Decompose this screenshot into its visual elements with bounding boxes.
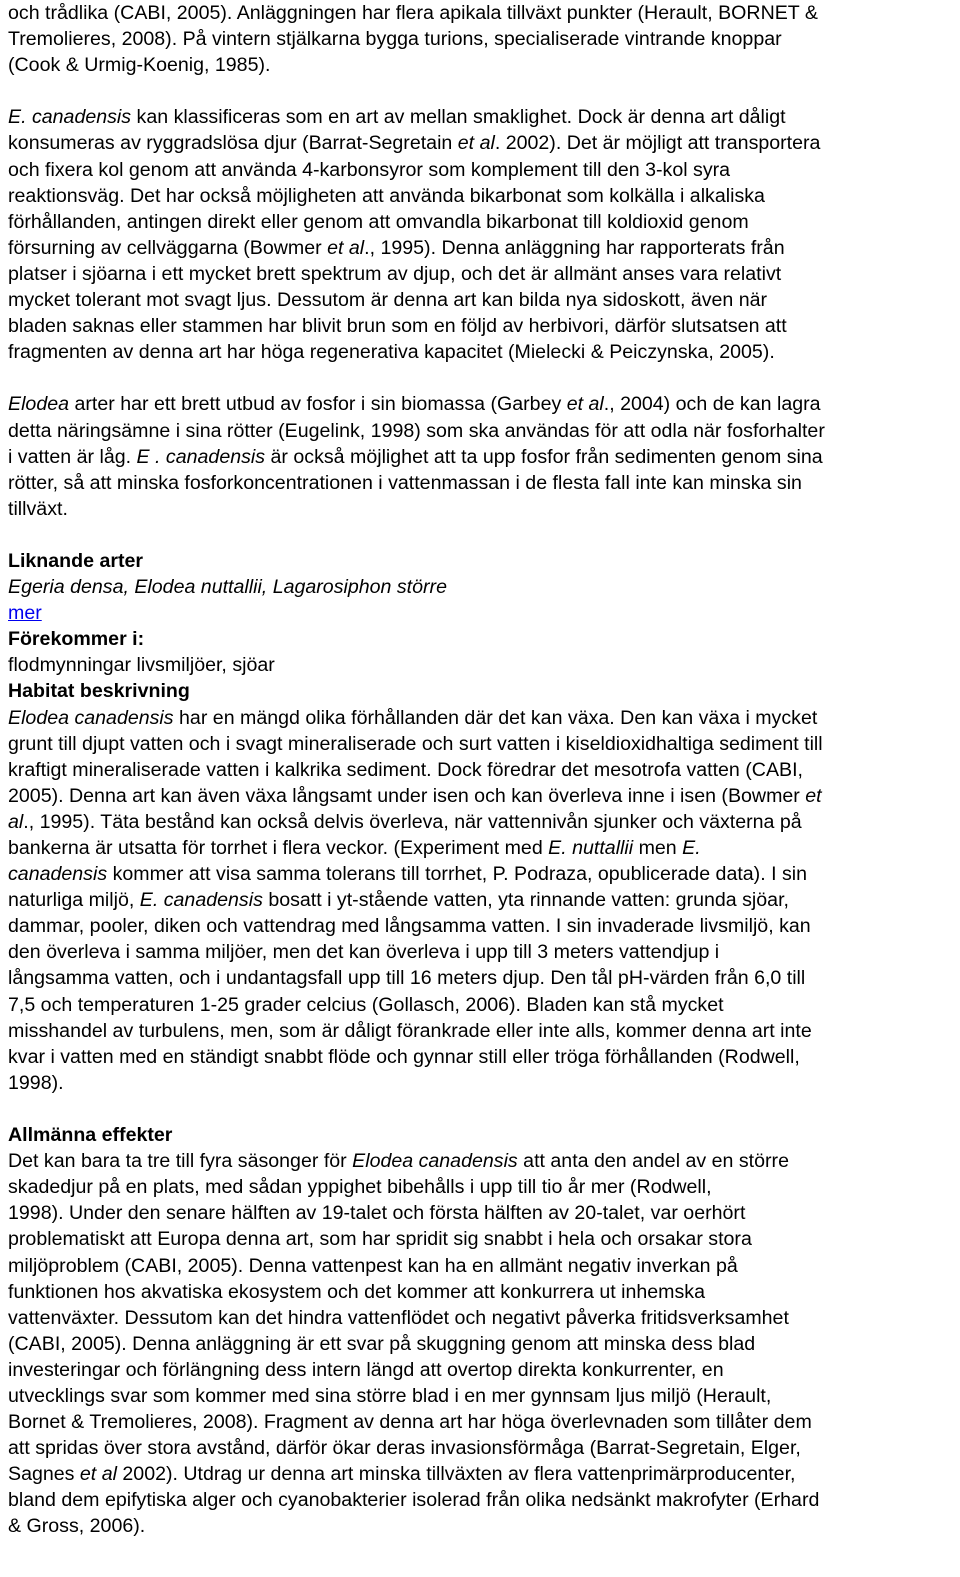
text-run: 1998). (8, 1071, 64, 1094)
italic-run: Elodea canadensis (352, 1150, 518, 1173)
text-run: & Gross, 2006). (8, 1515, 146, 1538)
occurrence-text: flodmynningar livsmiljöer, sjöar (8, 654, 275, 677)
more-link-line (8, 600, 952, 626)
text-line (8, 1148, 952, 1174)
text-run: Bornet & Tremolieres, 2008). Fragment av denna art har höga överlevnaden som tillåter dem (8, 1411, 812, 1434)
text-line (8, 939, 952, 965)
text-line (8, 1435, 952, 1461)
italic-run: E. nuttallii (548, 837, 634, 859)
text-run: och trådlika (CABI, 2005). Anläggningen har flera apikala tillväxt punkter (Herault, BORNET & (8, 2, 818, 24)
text-run: investeringar och förlängning dess intern längd att overtop direkta konkurrenter, en (8, 1358, 724, 1381)
text-run: den överleva i samma miljöer, men det kan överleva i upp till 3 meters vattendjup i (8, 941, 720, 964)
text-run: Sagnes (8, 1463, 80, 1486)
text-run: konsumeras av ryggradslösa djur (Barrat-Segretain (8, 132, 458, 155)
text-run: att anta den andel av en större (517, 1150, 789, 1173)
paragraph-palatability (8, 104, 952, 365)
text-run: bosatt i yt-stående vatten, yta rinnande vatten: grunda sjöar, (262, 889, 789, 912)
text-line (8, 444, 952, 470)
text-run: ., 1995). Denna anläggning har rapporterats från (364, 236, 785, 259)
text-line (8, 783, 952, 809)
text-run: funktionen hos akvatiska ekosystem och det kommer att konkurrera ut inhemska (8, 1280, 705, 1303)
text-run: dammar, pooler, diken och vattendrag med långsamma vatten. I sin invaderade livsmiljö, kan (8, 915, 811, 938)
text-run: miljöproblem (CABI, 2005). Denna vattenpest kan ha en allmänt negativ inverkan på (8, 1254, 738, 1277)
paragraph-gap (8, 365, 952, 391)
text-run: naturliga miljö, (8, 889, 140, 912)
text-line (8, 731, 952, 757)
text-line (8, 1279, 952, 1305)
text-run: (CABI, 2005). Denna anläggning är ett svar på skuggning genom att minska dess blad (8, 1332, 756, 1355)
habitat-heading: Habitat beskrivning (8, 680, 190, 703)
text-line (8, 209, 952, 235)
text-line (8, 809, 952, 835)
text-line (8, 757, 952, 783)
text-run: kvar i vatten med en ständigt snabbt flöde och gynnar still eller tröga förhållanden (Rodwell, (8, 1045, 800, 1068)
text-run: i vatten är låg. (8, 445, 137, 468)
text-run: förhållanden, antingen direkt eller genom att omvandla bikarbonat till koldioxid genom (8, 210, 749, 233)
similar-species-text: Egeria densa, Elodea nuttallii, Lagarosiphon större (8, 576, 447, 599)
text-run: fragmenten av denna art har höga regenerativa kapacitet (Mielecki & Peiczynska, 2005). (8, 341, 775, 364)
text-run: . 2002). Det är möjligt att transportera (494, 132, 821, 155)
text-line (8, 1200, 952, 1226)
text-line (8, 391, 952, 417)
text-run: 1998). Under den senare hälften av 19-talet och första hälften av 20-talet, var oerhört (8, 1202, 746, 1225)
text-line (8, 705, 952, 731)
text-line (8, 1461, 952, 1487)
text-run: 2005). Denna art kan även växa långsamt under isen och kan överleva inne i isen (Bowmer (8, 784, 806, 807)
occurrence-heading: Förekommer i: (8, 628, 145, 651)
text-line (8, 496, 952, 522)
text-run: skadedjur på en plats, med sådan yppighet bibehålls i upp till tio år mer (Rodwell, (8, 1176, 712, 1199)
text-line (8, 887, 952, 913)
text-run: grunt till djupt vatten och i svagt mineraliserade och surt vatten i kiseldioxidhaltiga sediment till (8, 732, 823, 755)
italic-run: E. canadensis (8, 106, 132, 129)
italic-run: E. (682, 837, 701, 859)
text-line (8, 0, 952, 26)
text-run: bankerna är utsatta för torrhet i flera veckor. (Experiment med (8, 837, 549, 859)
paragraph-growth (8, 0, 952, 78)
text-run: mycket tolerant mot svagt ljus. Dessutom är denna art kan bilda nya sidoskott, även när (8, 289, 768, 312)
text-line (8, 1305, 952, 1331)
text-run: kan klassificeras som en art av mellan smaklighet. Dock är denna art dåligt (131, 106, 786, 129)
italic-run: Elodea (8, 393, 70, 416)
text-run: (Cook & Urmig-Koenig, 1985). (8, 54, 271, 77)
effects-description (8, 1148, 952, 1539)
text-run: kommer att visa samma tolerans till torrhet, P. Podraza, opublicerade data). I sin (107, 863, 808, 886)
text-run: och fixera kol genom att använda 4-karbonsyror som komplement till den 3-kol syra (8, 158, 731, 181)
text-run: att spridas över stora avstånd, därför ökar deras invasionsförmåga (Barrat-Segretain, Elger, (8, 1437, 801, 1460)
text-run: platser i sjöarna i ett mycket brett spektrum av djup, och det är allmänt anses vara relativt (8, 262, 782, 285)
text-run: 7,5 och temperaturen 1-25 grader celcius (Gollasch, 2006). Bladen kan stå mycket (8, 993, 724, 1016)
text-run: ., 2004) och de kan lagra (603, 393, 821, 416)
text-run: bland dem epifytiska alger och cyanobakterier isolerad från olika nedsänkt makrofyter (Erhard (8, 1489, 820, 1512)
italic-run: et al (457, 132, 495, 155)
text-line (8, 1044, 952, 1070)
text-line (8, 287, 952, 313)
italic-run: canadensis (8, 863, 108, 886)
text-line (8, 339, 952, 365)
italic-run: E. canadensis (139, 889, 263, 912)
text-line (8, 157, 952, 183)
italic-run: et al (79, 1463, 117, 1486)
paragraph-gap (8, 522, 952, 548)
text-run: ., 1995). Täta bestånd kan också delvis överleva, när vattennivån sjunker och växterna på (23, 810, 802, 833)
text-run: vattenväxter. Dessutom kan det hindra vattenflödet och negativt påverka fritidsverksamhet (8, 1306, 789, 1329)
similar-species-list (8, 574, 952, 600)
section-similar-species (8, 548, 952, 705)
text-line (8, 835, 952, 861)
text-line (8, 1226, 952, 1252)
text-line (8, 1487, 952, 1513)
similar-species-heading: Liknande arter (8, 549, 144, 572)
text-line (8, 1383, 952, 1409)
text-run: men (633, 837, 683, 859)
text-run: Det kan bara ta tre till fyra säsonger för (8, 1150, 353, 1173)
text-run: misshandel av turbulens, men, som är dåligt förankrade eller inte alls, kommer denna art inte (8, 1019, 812, 1042)
text-line (8, 965, 952, 991)
text-line (8, 470, 952, 496)
italic-run: et (805, 784, 822, 807)
text-line (8, 418, 952, 444)
italic-run: et al (566, 393, 604, 416)
text-run: kraftigt mineraliserade vatten i kalkrika sediment. Dock föredrar det mesotrofa vatten (CABI, (8, 758, 803, 781)
paragraph-gap (8, 78, 952, 104)
section-general-effects (8, 1122, 952, 1148)
text-run: Tremolieres, 2008). På vintern stjälkarna bygga turions, specialiserade vintrande knoppar (8, 28, 782, 51)
text-run: reaktionsväg. Det har också möjligheten att använda bikarbonat som kolkälla i alkaliska (8, 184, 765, 207)
text-run: detta näringsämne i sina rötter (Eugelink, 1998) som ska användas för att odla när fosforhalter (8, 419, 825, 442)
text-run: 2002). Utdrag ur denna art minska tillväxten av flera vattenprimärproducenter, (116, 1463, 796, 1486)
text-run: utvecklings svar som kommer med sina större blad i en mer gynnsam ljus miljö (Herault, (8, 1384, 772, 1407)
text-line (8, 992, 952, 1018)
text-run: arter har ett brett utbud av fosfor i sin biomassa (Garbey (69, 393, 567, 416)
italic-run: al (8, 810, 24, 833)
text-line (8, 861, 952, 887)
more-link[interactable]: mer (8, 602, 42, 625)
text-line (8, 1331, 952, 1357)
text-run: bladen saknas eller stammen har blivit brun som en följd av herbivori, därför slutsatsen att (8, 315, 787, 338)
effects-heading: Allmänna effekter (8, 1124, 173, 1147)
paragraph-gap (8, 1096, 952, 1122)
text-line (8, 235, 952, 261)
text-run: försurning av cellväggarna (Bowmer (8, 236, 328, 259)
text-line (8, 913, 952, 939)
text-line (8, 104, 952, 130)
text-run: rötter, så att minska fosforkoncentrationen i vattenmassan i de flesta fall inte kan minska sin (8, 471, 802, 494)
text-line (8, 183, 952, 209)
text-line (8, 313, 952, 339)
text-run: är också möjlighet att ta upp fosfor från sedimenten genom sina (265, 445, 823, 468)
italic-run: E . canadensis (136, 445, 266, 468)
text-run: problematiskt att Europa denna art, som har spridit sig snabbt i hela och orsakar stora (8, 1228, 752, 1251)
text-run: har en mängd olika förhållanden där det kan växa. Den kan växa i mycket (173, 706, 818, 729)
text-line (8, 1513, 952, 1539)
text-line (8, 1018, 952, 1044)
text-line (8, 130, 952, 156)
text-line (8, 1070, 952, 1096)
text-line (8, 1357, 952, 1383)
text-line (8, 52, 952, 78)
text-line (8, 1174, 952, 1200)
text-run: långsamma vatten, och i undantagsfall upp till 16 meters djup. Den tål pH-värden från 6,0 till (8, 967, 806, 990)
italic-run: Elodea canadensis (8, 706, 174, 729)
paragraph-phosphorus (8, 391, 952, 521)
text-line (8, 1409, 952, 1435)
text-line (8, 261, 952, 287)
habitat-description (8, 705, 952, 1096)
italic-run: et al (327, 236, 365, 259)
text-line (8, 1253, 952, 1279)
text-run: tillväxt. (8, 497, 68, 520)
text-line (8, 26, 952, 52)
